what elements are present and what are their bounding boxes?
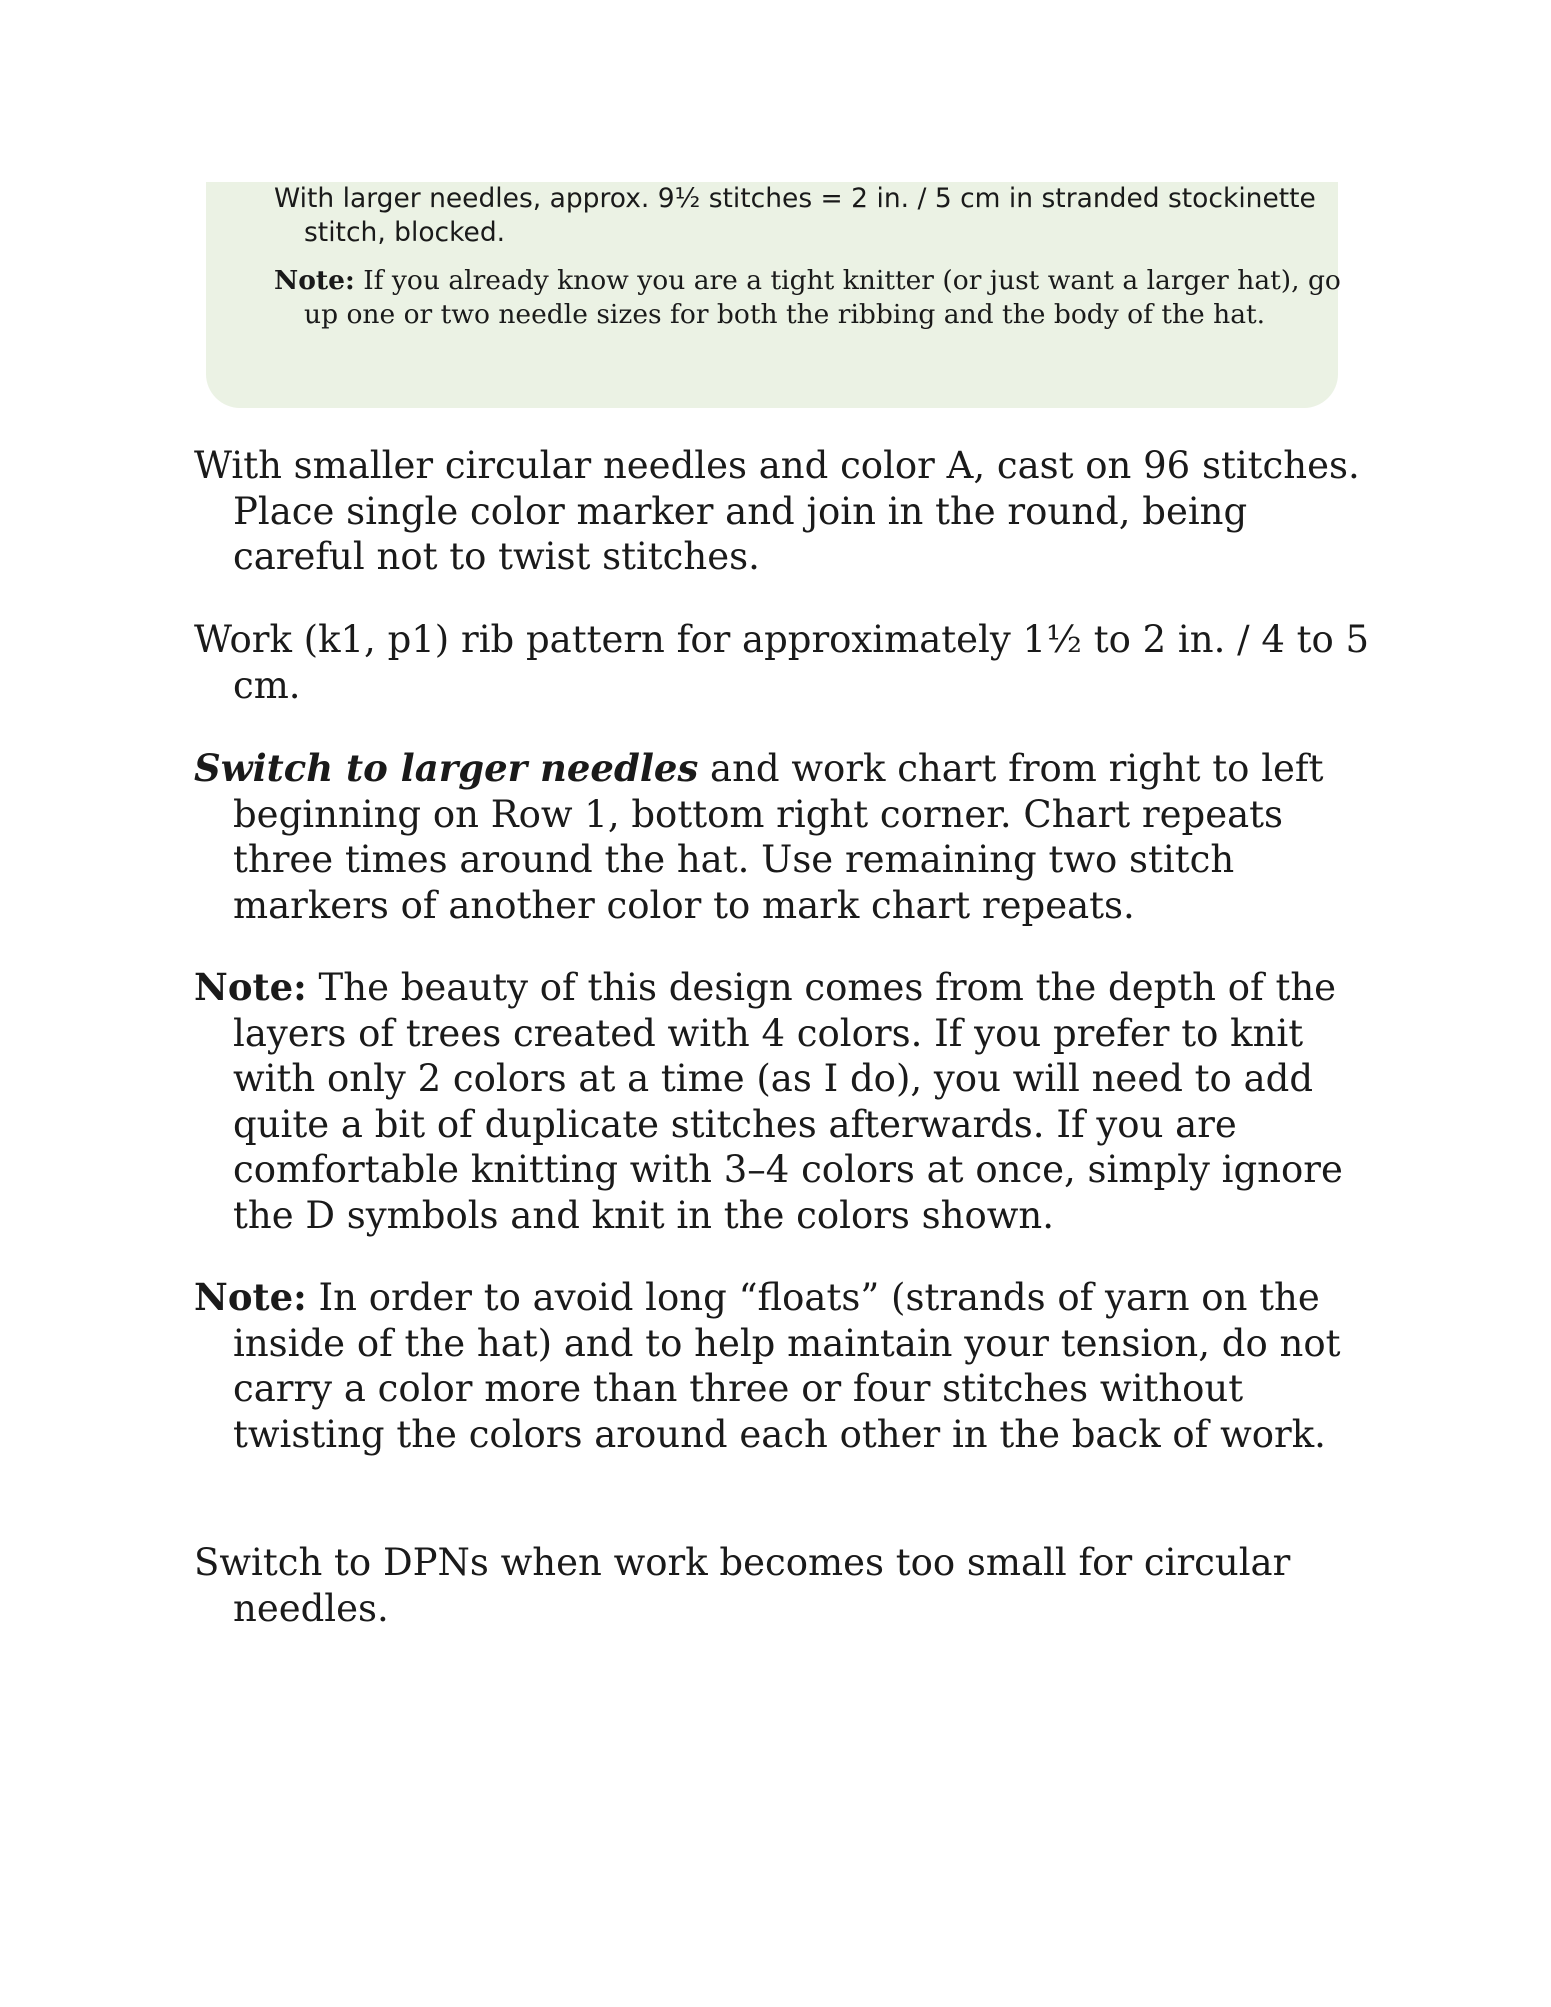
gauge-callout-box: [206, 182, 1341, 408]
floats-note-paragraph: [194, 1275, 1374, 1457]
switch-needles-paragraph: [194, 746, 1374, 928]
cast-on-paragraph: [194, 443, 1374, 580]
switch-needles-body: and work chart from right to left beginning on Row 1, bottom right corner. Chart repeats three times around the hat. Use remaining two stitch markers of another color to mark chart repeats.: [233, 747, 1324, 927]
note-label: Note:: [274, 265, 355, 296]
colors-note-paragraph: [194, 965, 1374, 1238]
tight-knitter-note: [274, 264, 1344, 332]
floats-note-text: [194, 1275, 1374, 1457]
switch-needles-label: Switch to larger needles: [194, 746, 699, 790]
rib-paragraph: [194, 617, 1374, 708]
note-label: Note:: [194, 1275, 307, 1319]
note-label: Note:: [194, 965, 307, 1009]
colors-note-body: The beauty of this design comes from the depth of the layers of trees created with 4 colors. If you prefer to knit with only 2 colors at a time (as I do), you will need to add quite a bit of duplicate stitches afterwards. If you are comfortable knitting with 3–4 colors at once, simply ignore the D symbols and knit in the colors shown.: [233, 966, 1343, 1237]
floats-note-body: In order to avoid long “floats” (strands of yarn on the inside of the hat) and to help maintain your tension, do not carry a color more than three or four stitches without twisting the colors around each other in the back of work.: [233, 1276, 1341, 1456]
rib-text: Work (k1, p1) rib pattern for approximately 1½ to 2 in. / 4 to 5 cm.: [194, 618, 1370, 707]
dpn-text: Switch to DPNs when work becomes too small for circular needles.: [194, 1541, 1291, 1630]
note-text: If you already know you are a tight knitter (or just want a larger hat), go up one or two needle sizes for both the ribbing and the body of the hat.: [304, 265, 1341, 330]
dpn-paragraph: [194, 1540, 1374, 1631]
cast-on-text: With smaller circular needles and color A, cast on 96 stitches. Place single color marker and join in the round, being careful not to twist stitches.: [194, 444, 1360, 578]
colors-note-text: [194, 965, 1374, 1238]
switch-needles-text: [194, 746, 1374, 928]
gauge-text: With larger needles, approx. 9½ stitches = 2 in. / 5 cm in stranded stockinette stitch, blocked.: [274, 183, 1316, 248]
